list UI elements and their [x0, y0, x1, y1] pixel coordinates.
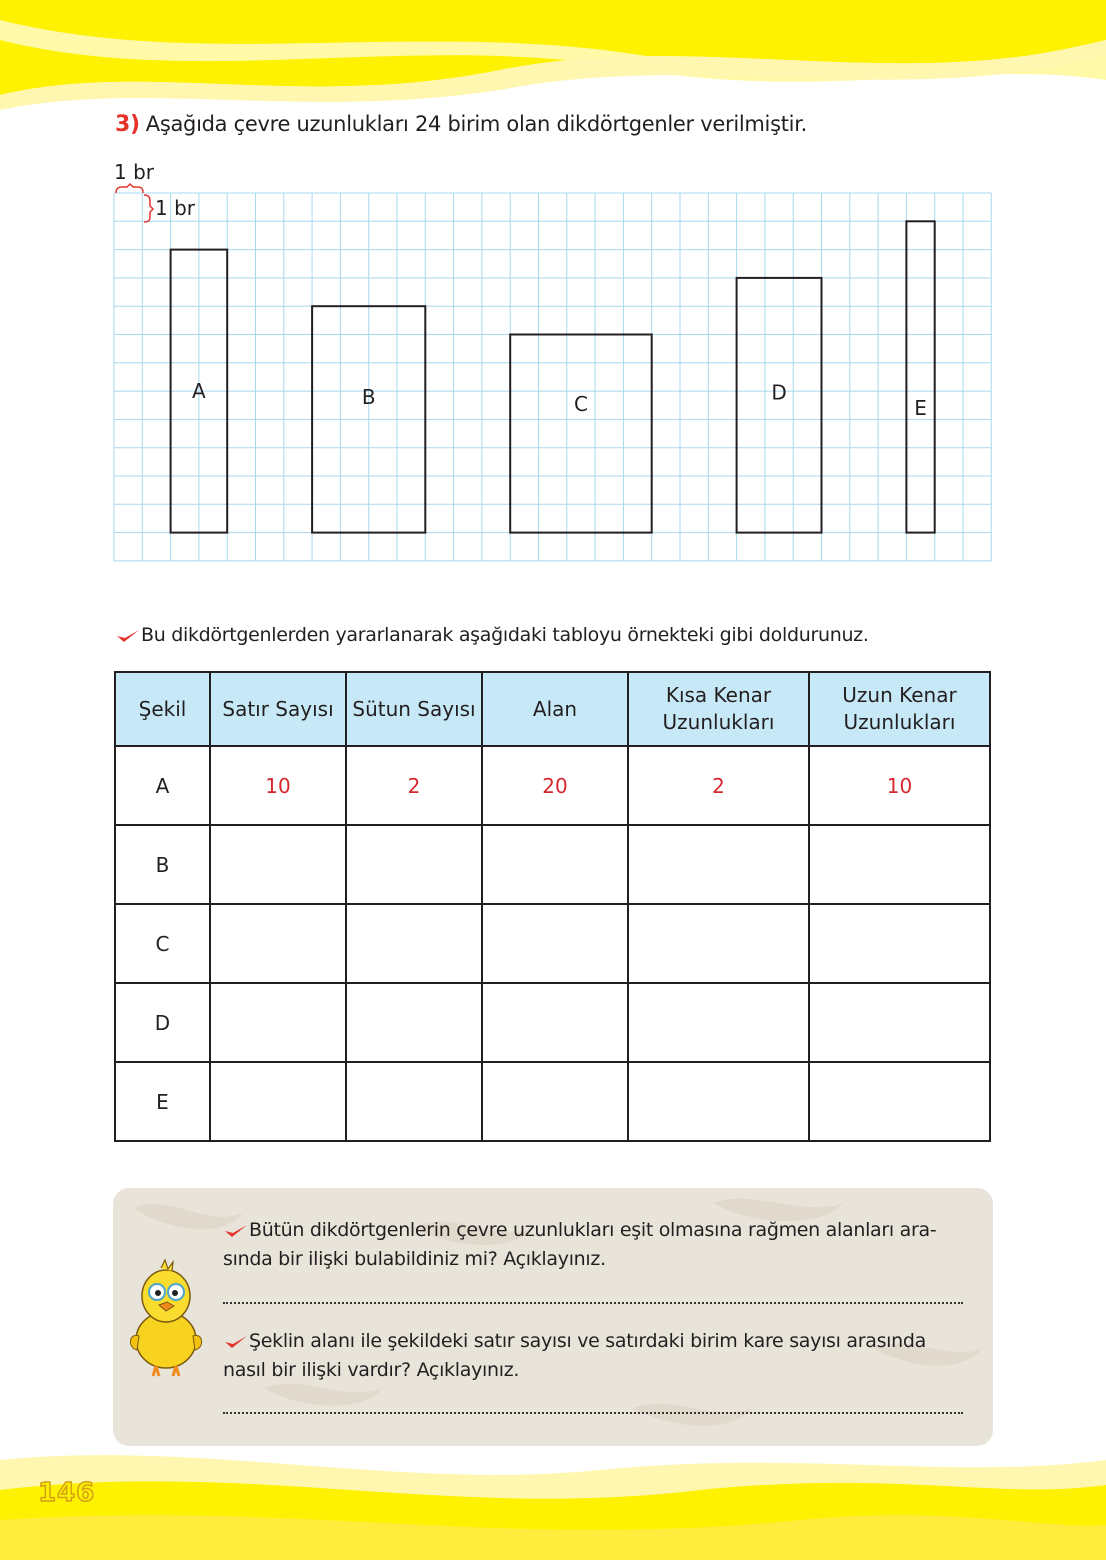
- unit-label-side: 1 br: [155, 196, 195, 220]
- answer-cell[interactable]: [210, 825, 346, 904]
- answer-line-2[interactable]: [223, 1412, 963, 1414]
- grid-lines: [114, 193, 991, 561]
- table-row: [115, 1062, 990, 1141]
- answer-cell[interactable]: [210, 904, 346, 983]
- header-sekil: Şekil: [115, 672, 210, 746]
- answer-cell: 2: [628, 746, 809, 825]
- row-label: D: [115, 983, 210, 1062]
- chick-mascot-icon: [121, 1258, 211, 1378]
- answer-cell[interactable]: [628, 1062, 809, 1141]
- row-label: A: [115, 746, 210, 825]
- check-mark-icon: [223, 1222, 249, 1240]
- question-number: 3): [115, 112, 140, 137]
- answer-cell[interactable]: [210, 983, 346, 1062]
- rectangle-c: [510, 335, 652, 533]
- answer-cell[interactable]: [628, 983, 809, 1062]
- header-satir-sayisi: Satır Sayısı: [210, 672, 346, 746]
- rectangle-d: [737, 278, 822, 533]
- table-instruction: Bu dikdörtgenlerden yararlanarak aşağıdaki tabloyu örnekteki gibi doldurunuz.: [115, 624, 869, 646]
- rectangle-label-a: A: [192, 379, 206, 404]
- rectangle-data-table: [114, 671, 991, 1142]
- page-number: 146: [38, 1478, 96, 1508]
- answer-cell[interactable]: [210, 1062, 346, 1141]
- answer-cell[interactable]: [482, 904, 628, 983]
- answer-cell[interactable]: [809, 825, 990, 904]
- table-row: [115, 904, 990, 983]
- answer-cell: 10: [809, 746, 990, 825]
- check-mark-icon: [223, 1333, 249, 1351]
- rectangle-label-e: E: [914, 396, 927, 421]
- header-kisa-kenar: Kısa Kenar Uzunlukları: [628, 672, 809, 746]
- answer-cell[interactable]: [809, 904, 990, 983]
- row-label: C: [115, 904, 210, 983]
- answer-cell[interactable]: [482, 983, 628, 1062]
- answer-line-1[interactable]: [223, 1302, 963, 1304]
- unit-brace-side: [144, 195, 153, 222]
- square-grid: [0, 0, 1106, 600]
- answer-cell[interactable]: [809, 983, 990, 1062]
- answer-cell[interactable]: [346, 904, 482, 983]
- check-mark-icon: [115, 627, 141, 645]
- unit-label-top: 1 br: [114, 160, 154, 184]
- rectangle-label-c: C: [573, 391, 588, 416]
- table-row: [115, 825, 990, 904]
- reflection-note-box: [113, 1188, 993, 1446]
- table-row: [115, 983, 990, 1062]
- table-header-row: [115, 672, 990, 746]
- header-alan: Alan: [482, 672, 628, 746]
- answer-cell: 20: [482, 746, 628, 825]
- answer-cell[interactable]: [628, 825, 809, 904]
- rectangle-label-d: D: [771, 380, 787, 405]
- answer-cell: 2: [346, 746, 482, 825]
- question-text: Aşağıda çevre uzunlukları 24 birim olan dikdörtgenler verilmiştir.: [145, 112, 807, 136]
- answer-cell[interactable]: [482, 1062, 628, 1141]
- header-sutun-sayisi: Sütun Sayısı: [346, 672, 482, 746]
- note-question-2: Şeklin alanı ile şekildeki satır sayısı ve satırdaki birim kare sayısı arasında nasıl bir ilişki vardır? Açıklayınız.: [223, 1330, 926, 1381]
- header-uzun-kenar: Uzun Kenar Uzunlukları: [809, 672, 990, 746]
- rectangle-label-b: B: [361, 384, 376, 409]
- unit-brace-top: [116, 184, 143, 193]
- note-question-1: Bütün dikdörtgenlerin çevre uzunlukları eşit olmasına rağmen alanları ara-sında bir ilişki bulabildiniz mi? Açıklayınız.: [223, 1219, 937, 1270]
- answer-cell[interactable]: [346, 1062, 482, 1141]
- table-row: [115, 746, 990, 825]
- answer-cell[interactable]: [809, 1062, 990, 1141]
- answer-cell[interactable]: [628, 904, 809, 983]
- answer-cell: 10: [210, 746, 346, 825]
- bottom-yellow-wave-banner: [0, 1440, 1106, 1560]
- answer-cell[interactable]: [482, 825, 628, 904]
- answer-cell[interactable]: [346, 825, 482, 904]
- row-label: B: [115, 825, 210, 904]
- row-label: E: [115, 1062, 210, 1141]
- answer-cell[interactable]: [346, 983, 482, 1062]
- rectangle-e: [906, 221, 934, 532]
